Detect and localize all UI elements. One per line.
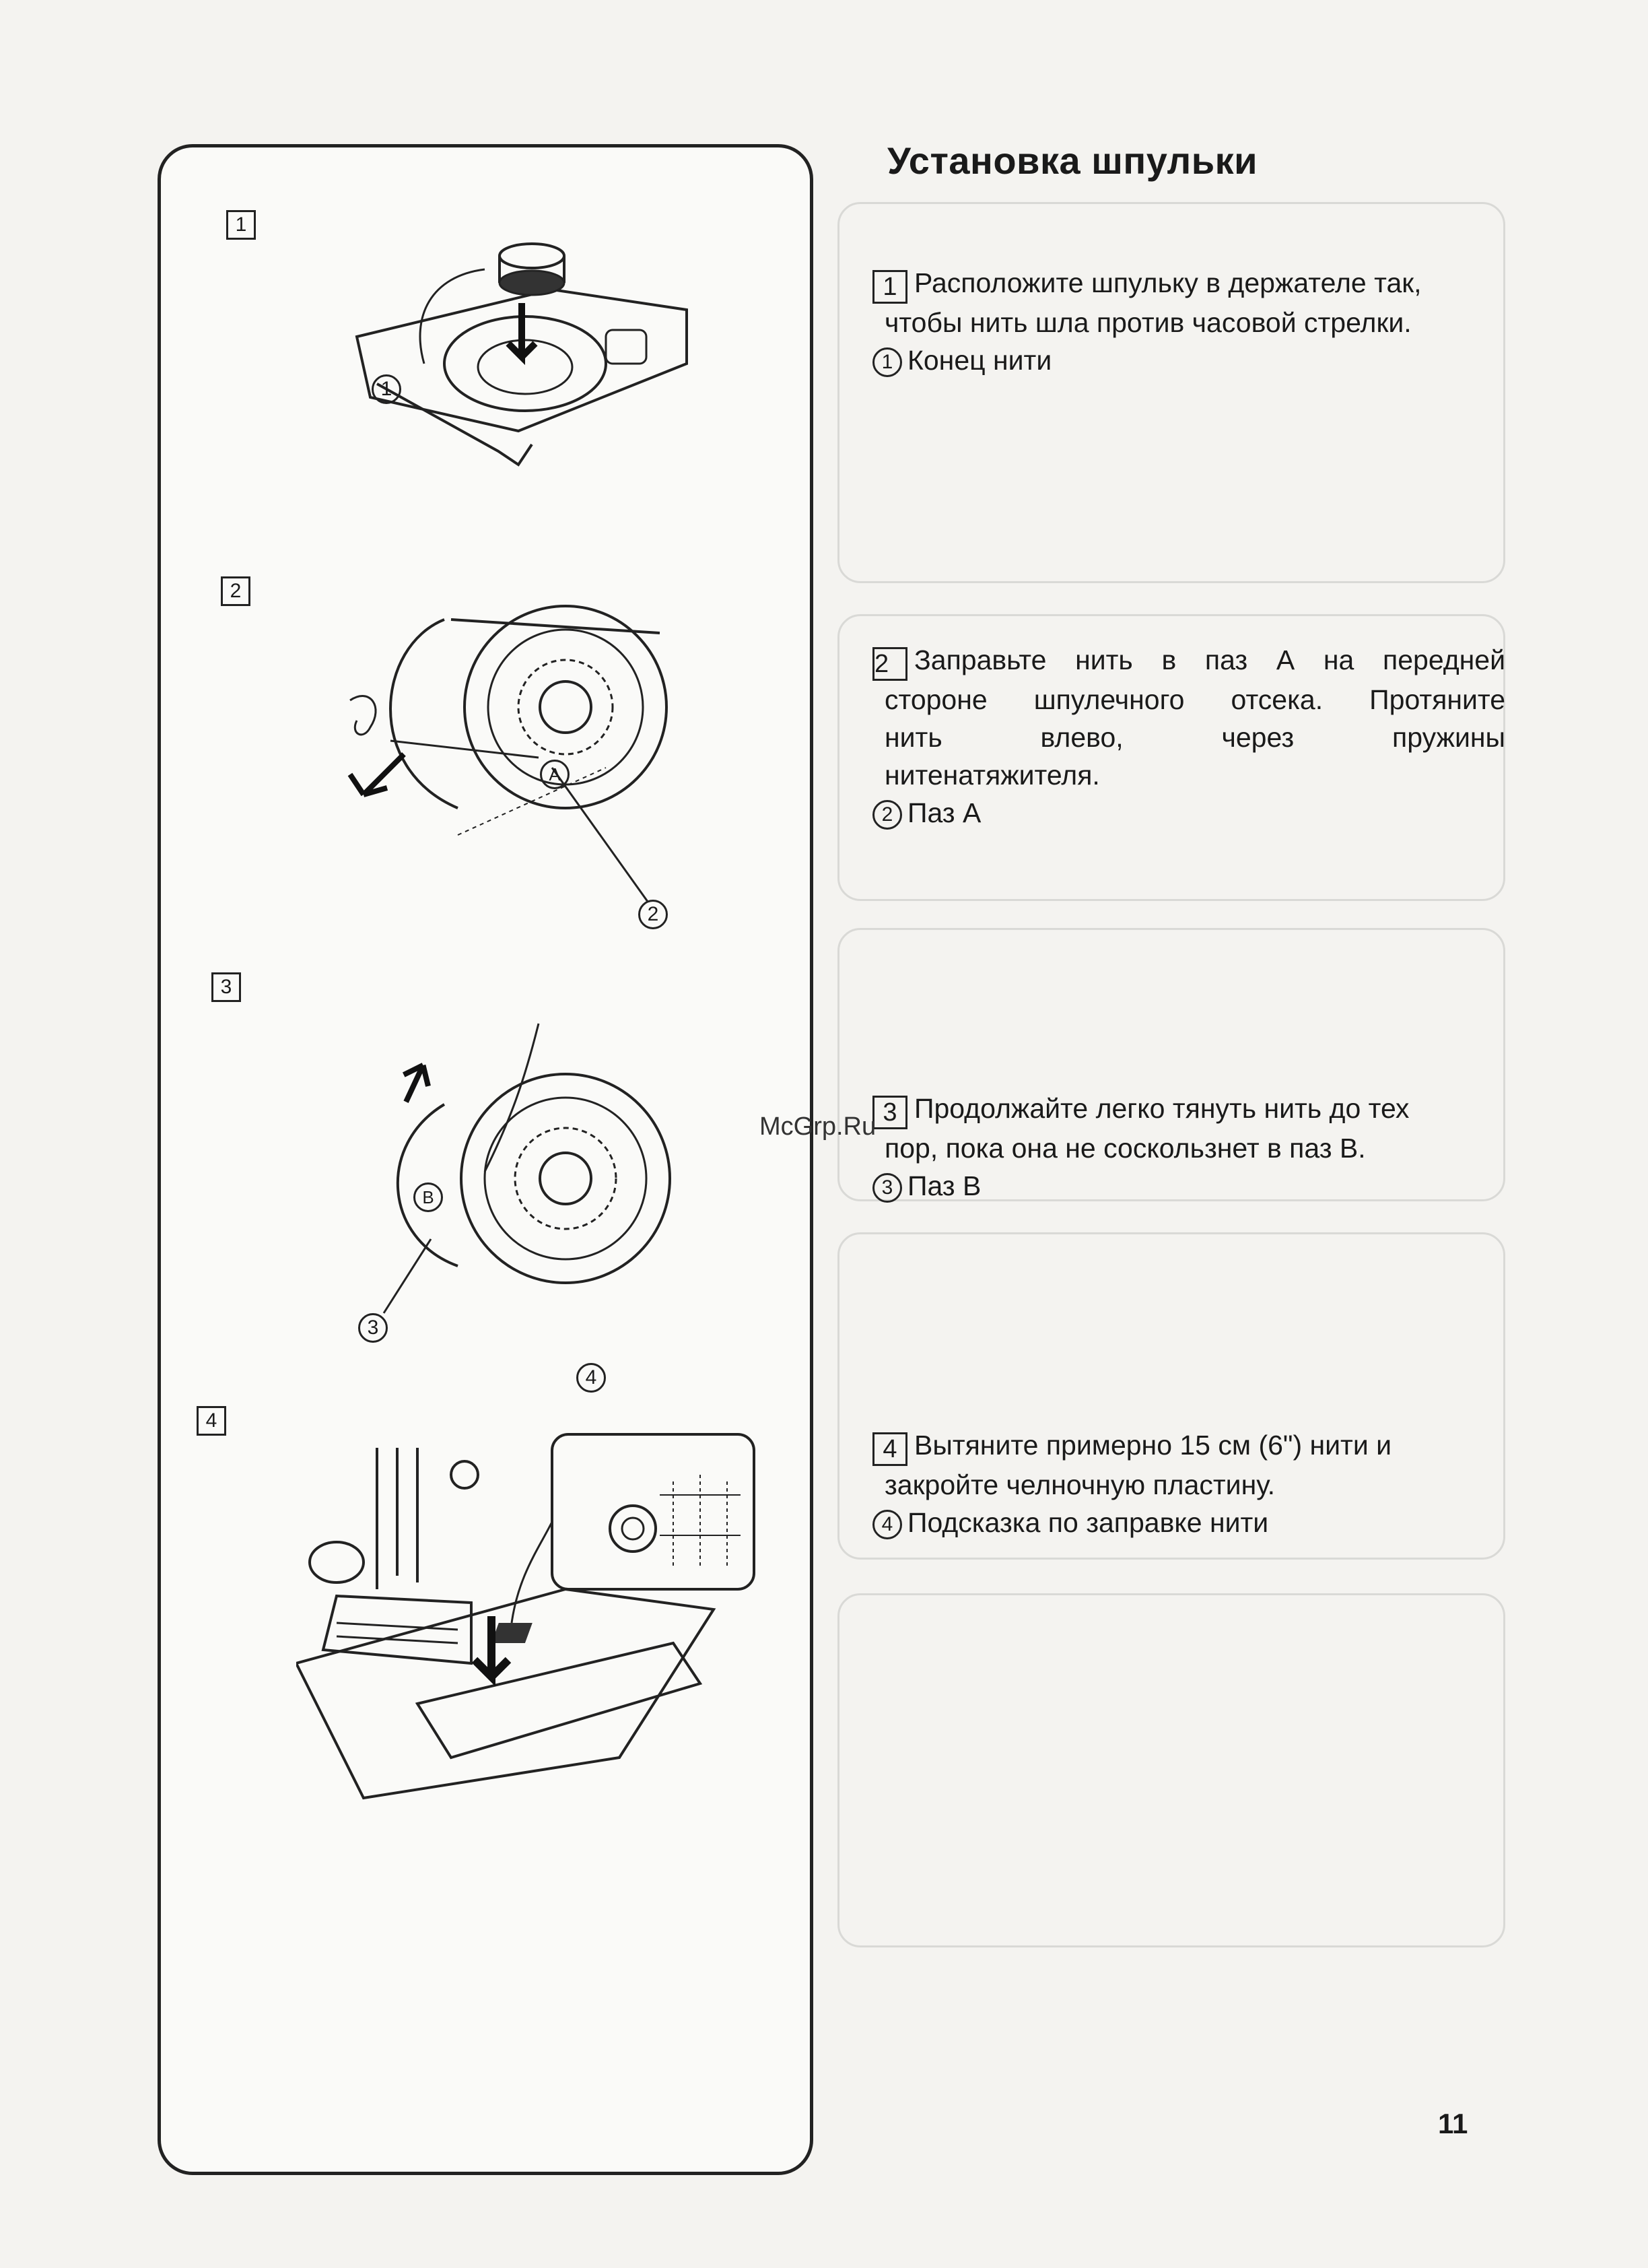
step-4-line-1: Вытяните примерно 15 см (6") нити и (914, 1430, 1392, 1461)
step-3-number: 3 (872, 1096, 907, 1129)
callout-1: 1 (372, 374, 401, 404)
ghost-box-1 (837, 202, 1505, 583)
step-2-line-4: нитенатяжителя. (885, 760, 1100, 791)
step-1-callout-text: Конец нити (907, 345, 1052, 376)
callout-3: 3 (358, 1313, 388, 1343)
step-1-number: 1 (872, 270, 907, 304)
page-title: Установка шпульки (887, 139, 1258, 182)
step-1-line-2: чтобы нить шла против часовой стрелки. (885, 307, 1412, 338)
step-4 (872, 1426, 1505, 1541)
figure-label-2: 2 (221, 576, 250, 606)
figure-3-slot-b (364, 997, 700, 1320)
step-2-number: 2 (872, 647, 907, 681)
step-4-callout-text: Подсказка по заправке нити (907, 1507, 1269, 1538)
step-2-callout-text: Паз А (907, 797, 982, 828)
step-1-callout-number: 1 (872, 347, 902, 377)
slot-a-marker: A (540, 760, 570, 789)
step-3 (872, 1090, 1505, 1205)
step-2-line-1: Заправьте нить в паз А на передней (914, 644, 1505, 675)
slot-b-marker: B (413, 1182, 443, 1212)
figure-label-1: 1 (226, 210, 256, 240)
ghost-box-5 (837, 1593, 1505, 1947)
figure-1-bobbin-placement (350, 229, 700, 498)
step-4-line-2: закройте челночную пластину. (885, 1469, 1276, 1500)
step-3-line-2: пор, пока она не соскользнет в паз В. (885, 1133, 1366, 1164)
step-3-callout-number: 3 (872, 1173, 902, 1203)
figure-4-close-plate (296, 1421, 767, 1859)
figure-label-4: 4 (197, 1406, 226, 1436)
step-3-line-1: Продолжайте легко тянуть нить до тех (914, 1093, 1410, 1124)
step-2-callout-number: 2 (872, 800, 902, 830)
step-1-line-1: Расположите шпульку в держателе так, (914, 267, 1422, 298)
step-4-callout-number: 4 (872, 1510, 902, 1539)
step-2-line-3: нить влево, через пружины (885, 722, 1505, 753)
page-number: 11 (1438, 2108, 1468, 2139)
step-4-number: 4 (872, 1432, 907, 1466)
watermark: McGrp.Ru (759, 1112, 877, 1141)
callout-4: 4 (576, 1363, 606, 1393)
step-1 (872, 264, 1505, 379)
callout-2: 2 (638, 900, 668, 929)
figure-2-slot-a (323, 593, 700, 902)
step-2 (872, 641, 1505, 832)
step-3-callout-text: Паз В (907, 1170, 982, 1201)
figure-label-3: 3 (211, 972, 241, 1002)
step-2-line-2: стороне шпулечного отсека. Протяните (885, 684, 1505, 715)
